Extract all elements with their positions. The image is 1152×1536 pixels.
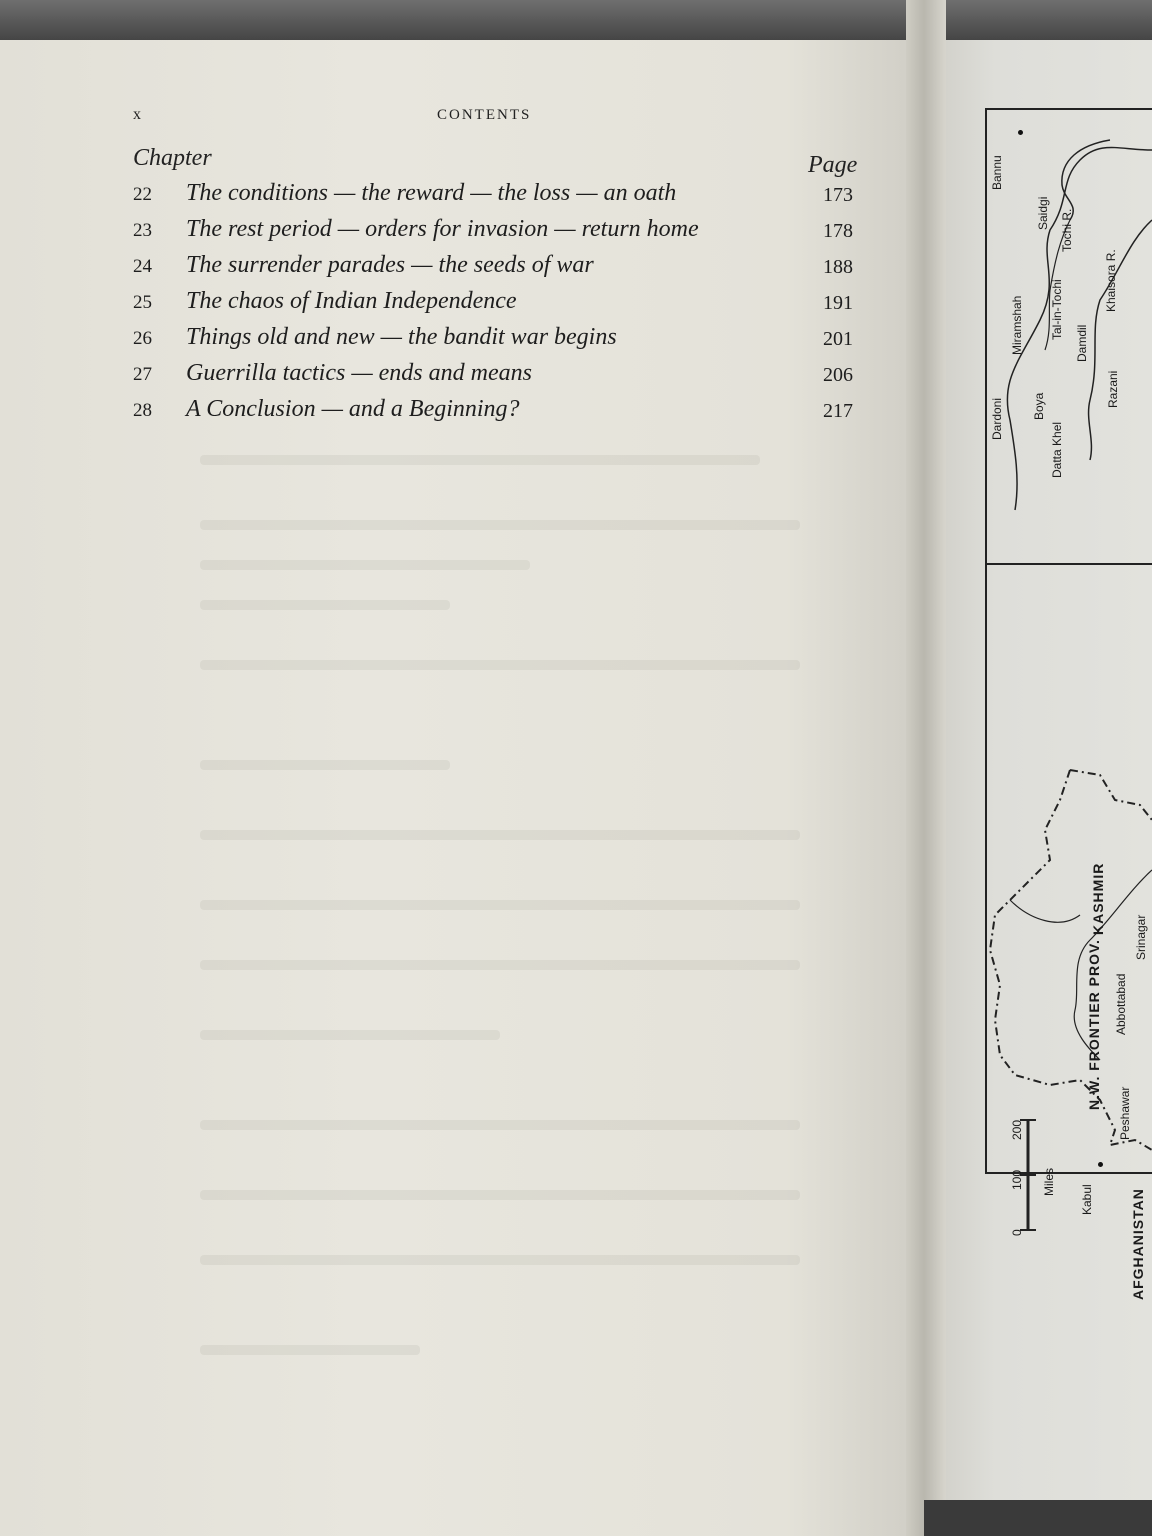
chapter-page: 217 [823,400,853,422]
chapter-column-header: Chapter [133,145,212,171]
map-place-dot [1098,1162,1103,1167]
chapter-page: 201 [823,328,853,350]
map-place-label: Saidgi [1036,196,1050,230]
chapter-number: 24 [133,256,152,277]
chapter-page: 191 [823,292,853,314]
chapter-number: 26 [133,328,152,349]
map-place-label: Tochi R. [1060,208,1074,252]
chapter-title: A Conclusion — and a Beginning? [186,396,520,422]
chapter-title: The chaos of Indian Independence [186,288,517,314]
map-region-label: KASHMIR [1090,862,1106,935]
chapter-number: 23 [133,220,152,241]
scale-tick-label: 200 [1010,1119,1024,1140]
scale-tick-label: 100 [1010,1169,1024,1190]
map-place-label: Damdil [1075,324,1089,362]
map-place-label: Peshawar [1118,1086,1132,1140]
chapter-page: 173 [823,184,853,206]
map-place-label: Bannu [990,155,1004,190]
page-column-header: Page [808,152,858,178]
chapter-page: 188 [823,256,853,278]
map-place-label: Abbottabad [1114,973,1128,1035]
chapter-number: 27 [133,364,152,385]
map-place-label: Boya [1032,392,1046,420]
chapter-number: 22 [133,184,152,205]
map-place-label: Khaisora R. [1104,249,1118,312]
map-place-label: Razani [1106,370,1120,408]
map-place-label: Miramshah [1010,295,1024,355]
map-place-dot [1018,130,1023,135]
chapter-title: Things old and new — the bandit war begins [186,324,617,350]
chapter-title: The rest period — orders for invasion — return home [186,216,699,242]
map-place-label: Tal-in-Tochi [1050,279,1064,340]
map-region-label: N.W. FRONTIER PROV. [1086,939,1102,1110]
map-region-label: AFGHANISTAN [1130,1188,1146,1300]
map-place-label: Dardoni [990,397,1004,440]
scale-tick-label: 0 [1010,1229,1024,1236]
chapter-title: Guerrilla tactics — ends and means [186,360,532,386]
page-number: x [133,106,142,123]
chapter-page: 206 [823,364,853,386]
chapter-page: 178 [823,220,853,242]
map-place-label: Datta Khel [1050,421,1064,478]
page-title: CONTENTS [437,107,532,123]
chapter-title: The conditions — the reward — the loss — an oath [186,180,677,206]
chapter-number: 28 [133,400,152,421]
map-place-label: Kabul [1080,1184,1094,1215]
chapter-number: 25 [133,292,152,313]
map-place-label: Srinagar [1134,914,1148,960]
chapter-title: The surrender parades — the seeds of war [186,252,594,278]
scale-unit-label: Miles [1042,1167,1056,1196]
